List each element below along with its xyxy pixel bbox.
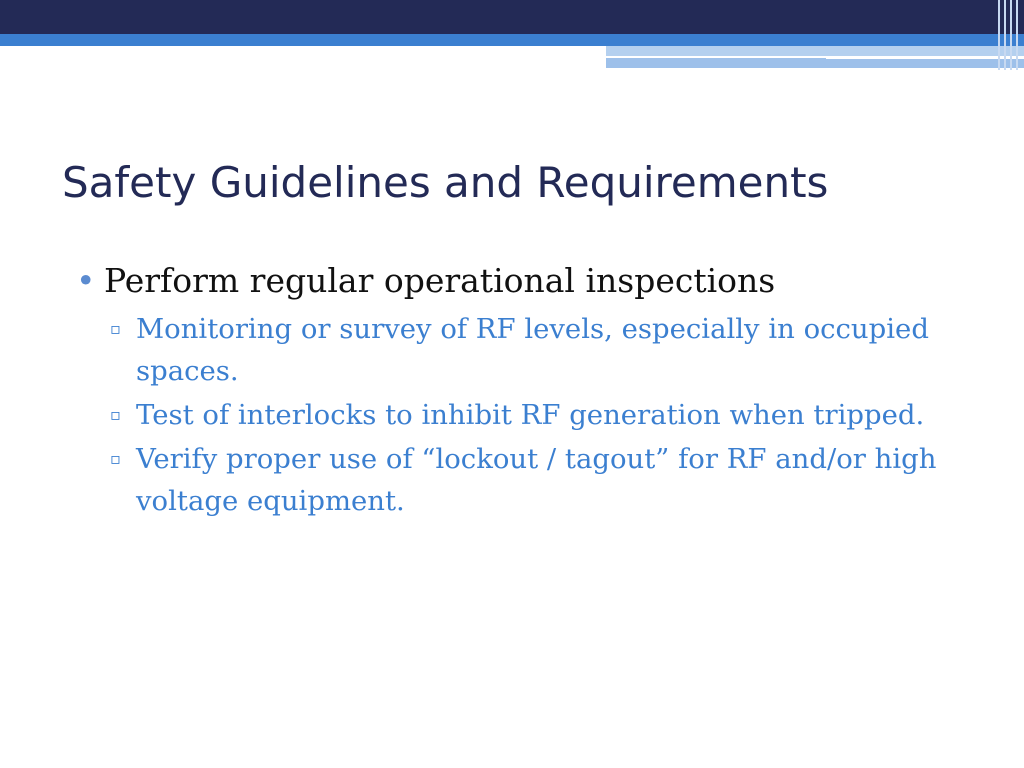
bullet-text: Perform regular operational inspections	[104, 261, 776, 300]
square-bullet-icon: ▫	[110, 449, 121, 468]
sub-bullet-text: Verify proper use of “lockout / tagout” for RF and/or high voltage equipment.	[136, 443, 937, 517]
header-stripe	[1004, 0, 1006, 70]
square-bullet-icon: ▫	[110, 405, 121, 424]
slide-body	[76, 260, 956, 524]
header-stripes	[994, 0, 1024, 70]
sub-bullet-text: Test of interlocks to inhibit RF generation when tripped.	[136, 399, 925, 431]
header-stripe	[1010, 0, 1012, 70]
sub-bullet-list	[106, 308, 956, 522]
header-band-blue	[0, 34, 1024, 46]
header-stripe	[998, 0, 1000, 70]
header-band-pale	[606, 46, 1024, 56]
header-band-dark	[0, 0, 1024, 34]
bullet-item	[76, 260, 956, 302]
sub-bullet-item	[106, 308, 956, 392]
slide-title: Safety Guidelines and Requirements	[62, 158, 829, 207]
sub-bullet-item	[106, 438, 956, 522]
square-bullet-icon: ▫	[110, 319, 121, 338]
sub-bullet-text: Monitoring or survey of RF levels, especially in occupied spaces.	[136, 313, 929, 387]
header-band-pale-lower	[606, 58, 1024, 68]
sub-bullet-item	[106, 394, 956, 436]
bullet-dot-icon: •	[76, 261, 96, 300]
header-stripe	[1016, 0, 1018, 70]
